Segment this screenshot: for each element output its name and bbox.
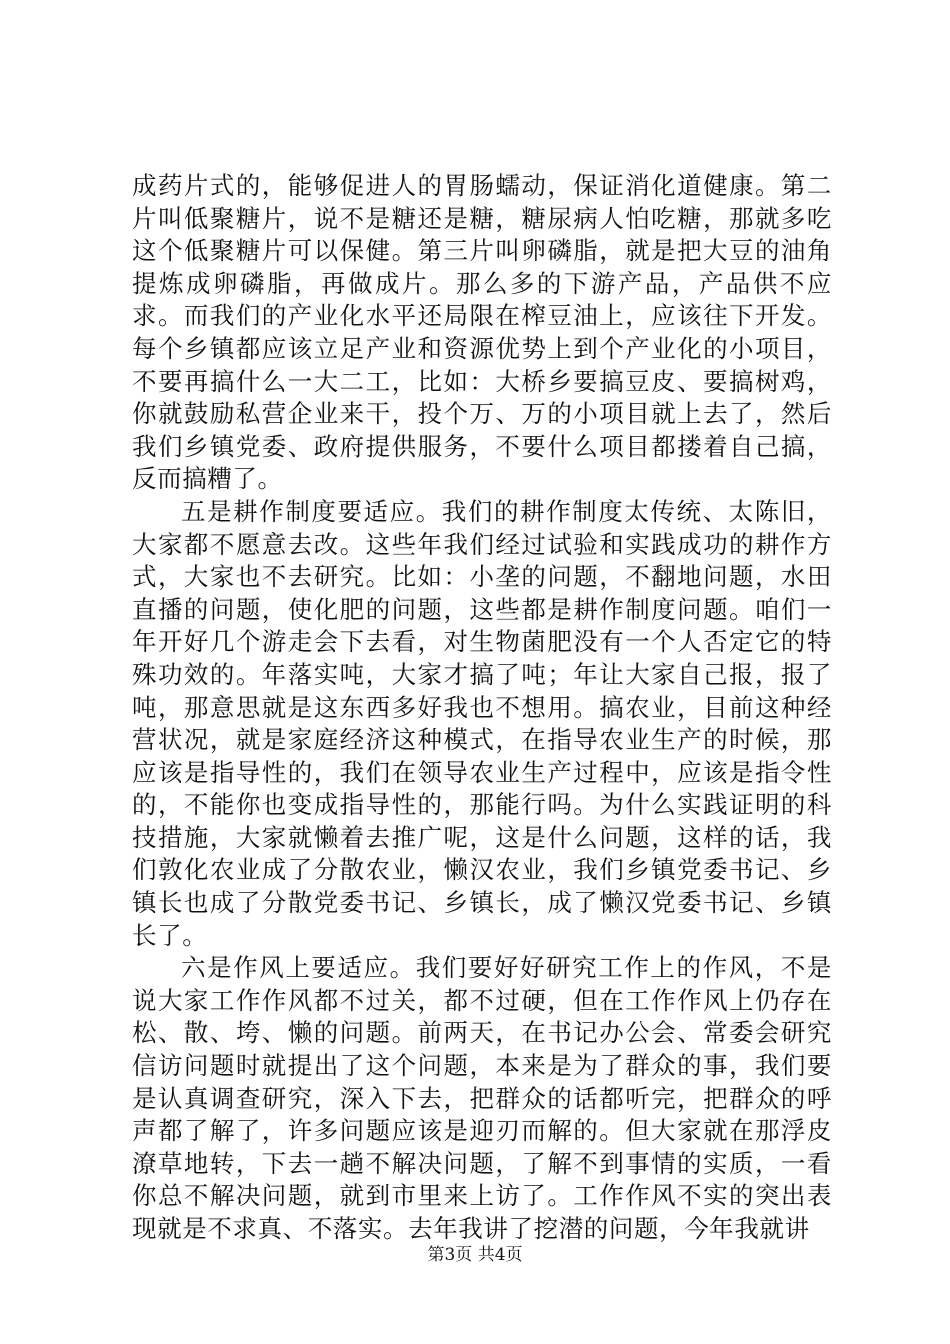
paragraph-soybean-products: 成药片式的，能够促进人的胃肠蠕动，保证消化道健康。第二片叫低聚糖片，说不是糖还是糖，糖尿病人怕吃糖，那就多吃这个低聚糖片可以保健。第三片叫卵磷脂，就是把大豆的油角提炼成卵磷脂，再做成片。那么多的下游产品，产品供不应求。而我们的产业化水平还局限在榨豆油上，应该往下开发。每个乡镇都应该立足产业和资源优势上到个产业化的小项目，不要再搞什么一大二工，比如：大桥乡要搞豆皮、要搞树鸡，你就鼓励私营企业来干，投个万、万的小项目就上去了，然后我们乡镇党委、政府提供服务，不要什么项目都搂着自己搞，反而搞糟了。	[132, 171, 832, 494]
page-number-footer: 第3页 共4页	[427, 1245, 523, 1265]
document-body	[132, 170, 832, 1246]
paragraph-farming-system: 五是耕作制度要适应。我们的耕作制度太传统、太陈旧，大家都不愿意去改。这些年我们经过试验和实践成功的耕作方式，大家也不去研究。比如：小垄的问题，不翻地问题，水田直播的问题，使化肥的问题，这些都是耕作制度问题。咱们一年开好几个游走会下去看，对生物菌肥没有一个人否定它的特殊功效的。年落实吨，大家才搞了吨；年让大家自己报，报了吨，那意思就是这东西多好我也不想用。搞农业，目前这种经营状况，就是家庭经济这种模式，在指导农业生产的时候，那应该是指导性的，我们在领导农业生产过程中，应该是指令性的，不能你也变成指导性的，那能行吗。为什么实践证明的科技措施，大家就懒着去推广呢，这是什么问题，这样的话，我们敦化农业成了分散农业，懒汉农业，我们乡镇党委书记、乡镇长也成了分散党委书记、乡镇长，成了懒汉党委书记、乡镇长了。	[132, 496, 832, 950]
paragraph-work-style: 六是作风上要适应。我们要好好研究工作上的作风，不是说大家工作作风都不过关，都不过硬，但在工作作风上仍存在松、散、垮、懒的问题。前两天，在书记办公会、常委会研究信访问题时就提出了这个问题，本来是为了群众的事，我们要是认真调查研究，深入下去，把群众的话都听完，把群众的呼声都了解了，许多问题应该是迎刃而解的。但大家就在那浮皮潦草地转，下去一趟不解决问题，了解不到事情的实质，一看你总不解决问题，就到市里来上访了。工作作风不实的突出表现就是不求真、不落实。去年我讲了挖潜的问题，今年我就讲	[132, 953, 832, 1243]
